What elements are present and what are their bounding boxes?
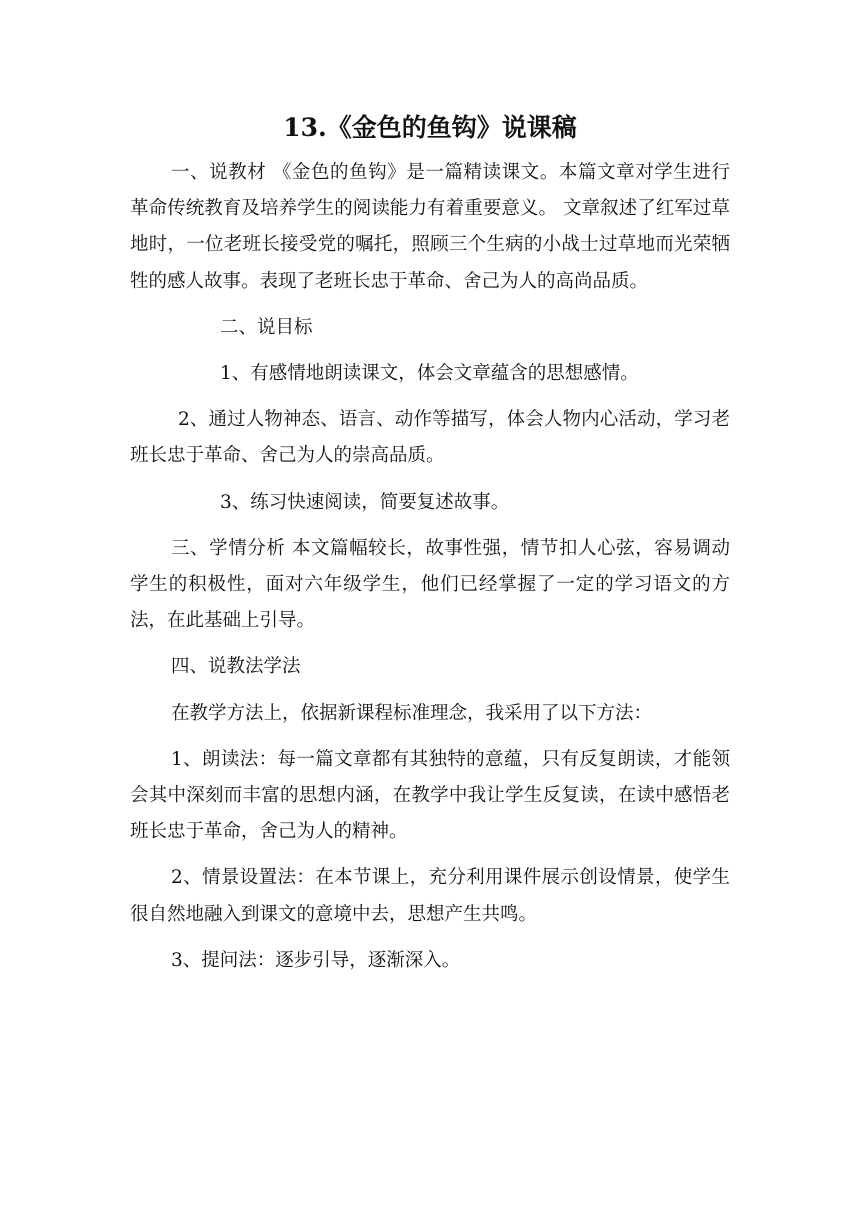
paragraph-methods-intro: 在教学方法上，依据新课程标准理念，我采用了以下方法： (171, 702, 653, 724)
document-body (130, 155, 730, 979)
objective-item-1: 1、有感情地朗读课文，体会文章蕴含的思想感情。 (220, 363, 639, 385)
paragraph-student-analysis: 三、学情分析 本文篇幅较长，故事性强，情节扣人心弦，容易调动学生的积极性，面对六年级学生，他们已经掌握了一定的学习语文的方法，在此基础上引导。 (130, 537, 730, 632)
heading-objectives: 二、说目标 (220, 316, 313, 338)
method-item-1: 1、朗读法：每一篇文章都有其独特的意蕴，只有反复朗读，才能领会其中深刻而丰富的思想内涵，在教学中我让学生反复读，在读中感悟老班长忠于革命，舍己为人的精神。 (130, 748, 730, 843)
heading-methods: 四、说教法学法 (171, 656, 301, 678)
paragraph-teaching-material: 一、说教材 《金色的鱼钩》是一篇精读课文。本篇文章对学生进行革命传统教育及培养学生的阅读能力有着重要意义。 文章叙述了红军过草地时，一位老班长接受党的嘱托，照顾三个生病的小战士过草地而光荣牺牲的感人故事。表现了老班长忠于革命、舍己为人的高尚品质。 (130, 162, 730, 292)
objective-item-3: 3、练习快速阅读，简要复述故事。 (220, 491, 510, 513)
method-item-2: 2、情景设置法：在本节课上，充分利用课件展示创设情景，使学生很自然地融入到课文的意境中去，思想产生共鸣。 (130, 867, 730, 925)
method-item-3: 3、提问法：逐步引导，逐渐深入。 (171, 949, 461, 971)
document-title: 13.《金色的鱼钩》说课稿 (283, 113, 577, 142)
objective-item-2: 2、通过人物神态、语言、动作等描写，体会人物内心活动，学习老班长忠于革命、舍己为人的崇高品质。 (130, 409, 730, 467)
